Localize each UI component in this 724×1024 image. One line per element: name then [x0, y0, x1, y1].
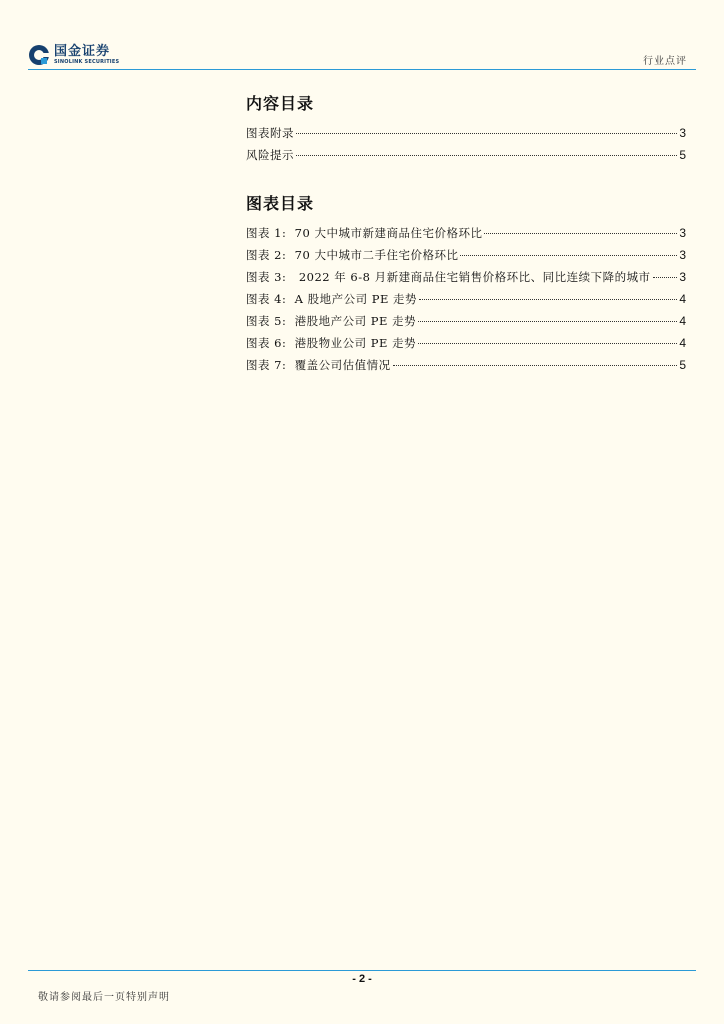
- figure-entry-label: 图表 7: 覆盖公司估值情况: [246, 358, 391, 372]
- dot-leader: [419, 299, 677, 300]
- logo-chinese-name: 国金证券: [54, 44, 111, 59]
- figure-entry[interactable]: [246, 332, 686, 354]
- figure-entry-page: 4: [679, 292, 686, 306]
- logo-mark-icon: [28, 44, 50, 66]
- page-header: [0, 0, 724, 72]
- figure-entry-page: 4: [679, 314, 686, 328]
- logo-english-name: SINOLINK SECURITIES: [54, 59, 120, 65]
- dot-leader: [418, 343, 677, 344]
- figure-entry[interactable]: [246, 354, 686, 376]
- figure-entry[interactable]: [246, 310, 686, 332]
- contents-title: 内容目录: [246, 94, 315, 113]
- dot-leader: [460, 255, 677, 256]
- footer-divider: [28, 970, 696, 971]
- figure-entry-label: 图表 2: 70 大中城市二手住宅价格环比: [246, 248, 459, 262]
- page-number: - 2 -: [352, 973, 372, 985]
- toc-entry-label: 图表附录: [246, 126, 294, 140]
- report-type-tag: 行业点评: [643, 56, 687, 67]
- figure-entry-page: 5: [679, 358, 686, 372]
- company-logo: [28, 42, 138, 68]
- toc-entry-label: 风险提示: [246, 148, 294, 162]
- figure-entry-page: 3: [679, 248, 686, 262]
- dot-leader: [296, 155, 677, 156]
- dot-leader: [418, 321, 677, 322]
- toc-entry[interactable]: [246, 122, 686, 144]
- figure-entry-label: 图表 5: 港股地产公司 PE 走势: [246, 314, 417, 328]
- figure-entry-label: 图表 6: 港股物业公司 PE 走势: [246, 336, 417, 350]
- disclaimer-note: 敬请参阅最后一页特别声明: [38, 992, 170, 1003]
- figure-entry-page: 4: [679, 336, 686, 350]
- toc-entry-page: 5: [679, 148, 686, 162]
- dot-leader: [296, 133, 677, 134]
- figure-entry[interactable]: [246, 266, 686, 288]
- figures-title: 图表目录: [246, 194, 315, 213]
- figure-entry-label: 图表 3: 2022 年 6-8 月新建商品住宅销售价格环比、同比连续下降的城市: [246, 270, 651, 284]
- figure-entry[interactable]: [246, 244, 686, 266]
- toc-entry[interactable]: [246, 144, 686, 166]
- figure-entry[interactable]: [246, 288, 686, 310]
- toc-entry-page: 3: [679, 126, 686, 140]
- figure-entry-page: 3: [679, 226, 686, 240]
- figure-entry-label: 图表 1: 70 大中城市新建商品住宅价格环比: [246, 226, 483, 240]
- figures-list: [246, 222, 686, 376]
- dot-leader: [393, 365, 678, 366]
- dot-leader: [484, 233, 677, 234]
- toc-content: [246, 92, 686, 376]
- figure-entry[interactable]: [246, 222, 686, 244]
- dot-leader: [653, 277, 678, 278]
- figure-entry-label: 图表 4: A 股地产公司 PE 走势: [246, 292, 418, 306]
- contents-list: [246, 122, 686, 166]
- header-divider: [28, 69, 696, 70]
- figure-entry-page: 3: [679, 270, 686, 284]
